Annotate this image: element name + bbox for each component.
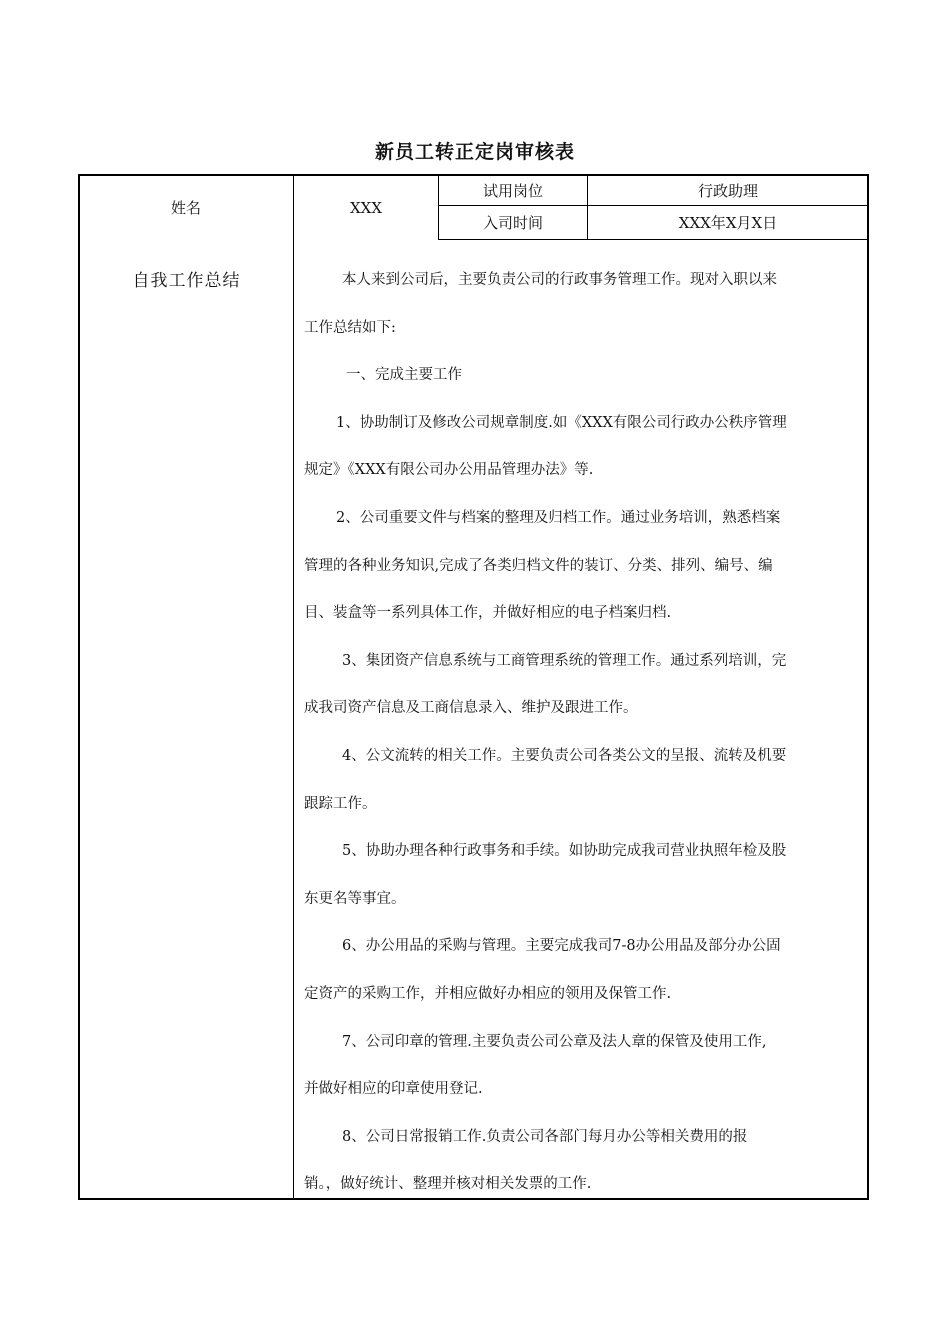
summary-line: 跟踪工作。 bbox=[304, 795, 377, 812]
form-title: 新员工转正定岗审核表 bbox=[374, 141, 575, 163]
summary-line: 工作总结如下: bbox=[304, 319, 396, 336]
col-divider-1 bbox=[293, 175, 294, 1199]
summary-line: 目、装盒等一系列具体工作，并做好相应的电子档案归档. bbox=[304, 605, 672, 622]
summary-line: 管理的各种业务知识,完成了各类归档文件的装订、分类、排列、编号、编 bbox=[304, 557, 773, 574]
join-date-value: XXX年X月X日 bbox=[678, 214, 778, 232]
summary-line: 2、公司重要文件与档案的整理及归档工作。通过业务培训，熟悉档案 bbox=[336, 509, 781, 526]
summary-line: 定资产的采购工作，并相应做好办相应的领用及保管工作. bbox=[304, 985, 672, 1002]
summary-line: 4、公文流转的相关工作。主要负责公司各类公文的呈报、流转及机要 bbox=[342, 747, 787, 764]
summary-label: 自我工作总结 bbox=[132, 271, 241, 291]
summary-line: 6、办公用品的采购与管理。主要完成我司7-8办公用品及部分办公固 bbox=[342, 938, 781, 955]
position-label: 试用岗位 bbox=[482, 181, 543, 200]
summary-line: 1、协助制订及修改公司规章制度.如《XXX有限公司行政办公秩序管理 bbox=[336, 414, 787, 431]
summary-line: 东更名等事宜。 bbox=[304, 890, 406, 907]
summary-line: 成我司资产信息及工商信息录入、维护及跟进工作。 bbox=[304, 700, 638, 717]
summary-line: 规定》《XXX有限公司办公用品管理办法》等. bbox=[304, 462, 594, 479]
summary-line: 本人来到公司后，主要负责公司的行政事务管理工作。现对入职以来 bbox=[342, 272, 777, 288]
summary-line: 7、公司印章的管理.主要负责公司公章及法人章的保管及使用工作, bbox=[342, 1033, 767, 1050]
summary-line: 销。，做好统计、整理并核对相关发票的工作. bbox=[304, 1176, 592, 1193]
name-value: XXX bbox=[349, 198, 383, 217]
summary-text bbox=[304, 257, 860, 1209]
summary-line: 并做好相应的印章使用登记. bbox=[304, 1081, 483, 1098]
summary-line: 一、完成主要工作 bbox=[346, 367, 462, 384]
summary-line: 3、集团资产信息系统与工商管理系统的管理工作。通过系列培训，完 bbox=[342, 652, 787, 669]
summary-line: 8、公司日常报销工作.负责公司各部门每月办公等相关费用的报 bbox=[342, 1128, 748, 1145]
name-label: 姓名 bbox=[170, 199, 201, 217]
row-divider-2 bbox=[438, 239, 868, 240]
summary-line: 5、协助办理各种行政事务和手续。如协助完成我司营业执照年检及股 bbox=[342, 843, 787, 860]
position-value: 行政助理 bbox=[697, 181, 758, 200]
join-date-label: 入司时间 bbox=[482, 214, 543, 232]
